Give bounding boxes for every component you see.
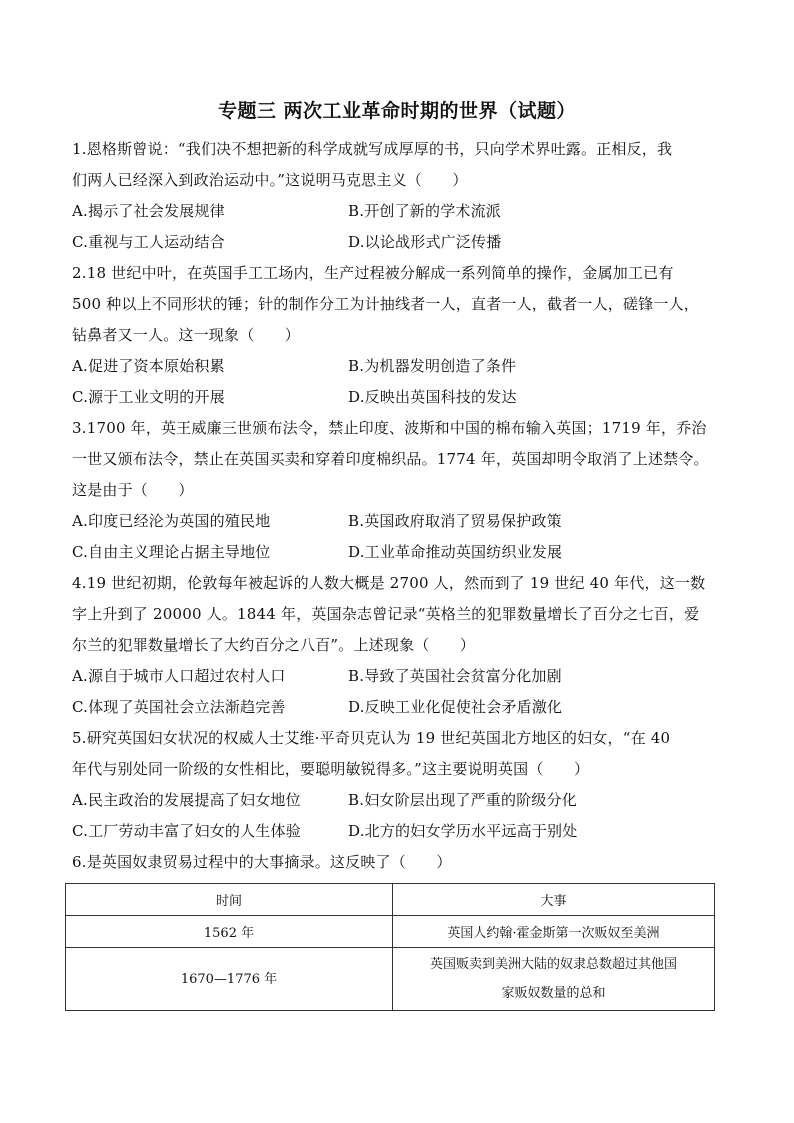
option-row	[72, 196, 732, 227]
option-row	[72, 692, 732, 723]
question-stem-line: 尔兰的犯罪数量增长了大约百分之八百”。上述现象（ ）	[72, 636, 476, 654]
option-d: D.北方的妇女学历水平远高于别处	[348, 822, 578, 840]
table-cell-time: 1562 年	[66, 916, 393, 948]
option-c: C.工厂劳动丰富了妇女的人生体验	[72, 822, 301, 840]
question-stem-line: 1.恩格斯曾说：“我们决不想把新的科学成就写成厚厚的书，只向学术界吐露。正相反，我	[72, 140, 673, 158]
table-row	[66, 948, 715, 1011]
option-a: A.民主政治的发展提高了妇女地位	[72, 791, 301, 809]
option-b: B.导致了英国社会贫富分化加剧	[348, 667, 562, 685]
question-stem-line: 们两人已经深入到政治运动中。”这说明马克思主义（ ）	[72, 171, 468, 189]
option-b: B.开创了新的学术流派	[348, 202, 501, 220]
table-cell-event	[393, 948, 715, 1011]
question-stem-line: 一世又颁布法令，禁止在英国买卖和穿着印度棉织品。1774 年，英国却明令取消了上述禁令。	[72, 450, 709, 468]
page-title: 专题三 两次工业革命时期的世界（试题）	[217, 100, 577, 122]
question-4	[72, 568, 732, 723]
option-row	[72, 661, 732, 692]
option-d: D.反映出英国科技的发达	[348, 388, 517, 406]
option-row	[72, 506, 732, 537]
table-header-event: 大事	[393, 884, 715, 916]
option-b: B.为机器发明创造了条件	[348, 357, 517, 375]
table-header-row	[66, 884, 715, 916]
table-cell-event	[393, 916, 715, 948]
table-header-time: 时间	[66, 884, 393, 916]
question-stem-line: 字上升到了 20000 人。1844 年，英国杂志曾记录“英格兰的犯罪数量增长了百分之七百，爱	[72, 605, 700, 623]
question-stem-line: 4.19 世纪初期，伦敦每年被起诉的人数大概是 2700 人，然而到了 19 世纪 40 年代，这一数	[72, 574, 706, 592]
question-stem-line: 年代与别处同一阶级的女性相比，要聪明敏锐得多。”这主要说明英国（ ）	[72, 760, 590, 778]
option-d: D.反映工业化促使社会矛盾激化	[348, 698, 563, 716]
question-1	[72, 134, 732, 258]
event-text-line: 英国人约翰·霍金斯第一次贩奴至美洲	[447, 926, 660, 941]
event-text-line: 英国贩卖到美洲大陆的奴隶总数超过其他国	[429, 957, 677, 972]
question-6	[72, 847, 732, 878]
option-row	[72, 382, 732, 413]
option-a: A.印度已经沦为英国的殖民地	[72, 512, 271, 530]
option-row	[72, 351, 732, 382]
option-c: C.源于工业文明的开展	[72, 388, 225, 406]
question-stem-line: 钻鼻者又一人。这一现象（ ）	[72, 326, 301, 344]
question-stem-line: 这是由于（ ）	[72, 481, 194, 499]
option-row	[72, 537, 732, 568]
option-c: C.重视与工人运动结合	[72, 233, 225, 251]
question-5	[72, 723, 732, 847]
question-3	[72, 413, 732, 568]
option-a: A.促进了资本原始积累	[72, 357, 225, 375]
question-stem-line: 3.1700 年，英王威廉三世颁布法令，禁止印度、波斯和中国的棉布输入英国；1719 年，乔治	[72, 419, 707, 437]
question-2	[72, 258, 732, 413]
question-list	[72, 134, 732, 878]
question-stem-line: 500 种以上不同形状的锤；针的制作分工为计抽线者一人，直者一人，截者一人，磋锋一人，	[72, 295, 700, 313]
option-c: C.体现了英国社会立法渐趋完善	[72, 698, 286, 716]
option-b: B.英国政府取消了贸易保护政策	[348, 512, 562, 530]
option-a: A.揭示了社会发展规律	[72, 202, 225, 220]
event-text-line: 家贩奴数量的总和	[501, 986, 606, 1001]
option-d: D.以论战形式广泛传播	[348, 233, 502, 251]
option-row	[72, 227, 732, 258]
option-row	[72, 816, 732, 847]
option-d: D.工业革命推动英国纺织业发展	[348, 543, 563, 561]
option-row	[72, 785, 732, 816]
question-stem-line: 2.18 世纪中叶，在英国手工工场内，生产过程被分解成一系列简单的操作，金属加工已有	[72, 264, 674, 282]
option-a: A.源自于城市人口超过农村人口	[72, 667, 286, 685]
question-stem-line: 6.是英国奴隶贸易过程中的大事摘录。这反映了（ ）	[72, 853, 452, 871]
question-stem-line: 5.研究英国妇女状况的权威人士艾维·平奇贝克认为 19 世纪英国北方地区的妇女，“在 40	[72, 729, 671, 747]
slave-trade-events-table	[65, 883, 715, 1011]
table-row	[66, 916, 715, 948]
option-c: C.自由主义理论占据主导地位	[72, 543, 271, 561]
option-b: B.妇女阶层出现了严重的阶级分化	[348, 791, 577, 809]
table-cell-time: 1670—1776 年	[66, 948, 393, 1011]
